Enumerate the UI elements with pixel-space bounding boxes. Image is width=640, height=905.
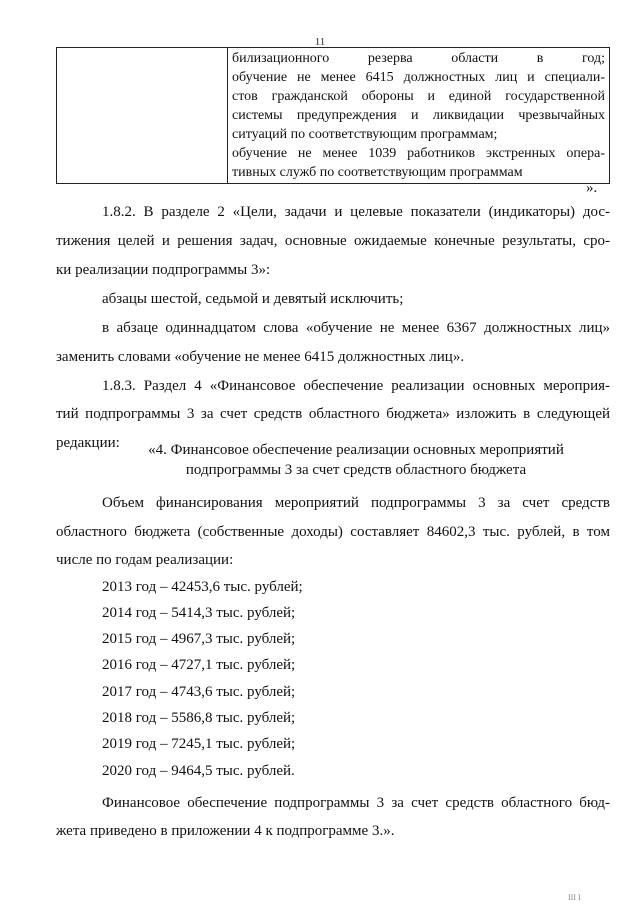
paragraph-1-8-3-line: 1.8.3. Раздел 4 «Финансовое обеспечение реализации основных мероприя-: [102, 378, 610, 394]
table-text-line: ситуаций по соответствующим программам;: [232, 127, 498, 142]
financing-paragraph-line: Объем финансирования мероприятий подпрограммы 3 за счет средств: [102, 495, 610, 511]
section-4-heading-line: подпрограммы 3 за счет средств областного бюджета: [185, 462, 527, 478]
year-amount-line: 2014 год – 5414,3 тыс. рублей;: [102, 605, 296, 621]
paragraph-1-8-2-line: ки реализации подпрограммы 3»:: [56, 262, 271, 278]
paragraph-delete-abzacy: абзацы шестой, седьмой и девятый исключить;: [102, 291, 404, 307]
financing-paragraph-line: числе по годам реализации:: [56, 552, 234, 568]
table-text-line: билизационного резерва области в год;: [232, 51, 605, 66]
appendix-reference-line: жета приведено в приложении 4 к подпрограмме 3.».: [56, 823, 395, 839]
paragraph-replace-line: заменить словами «обучение не менее 6415 должностных лиц».: [56, 349, 465, 365]
year-amount-line: 2013 год – 42453,6 тыс. рублей;: [102, 579, 303, 595]
year-amount-line: 2019 год – 7245,1 тыс. рублей;: [102, 736, 296, 752]
section-4-heading-line: «4. Финансовое обеспечение реализации основных мероприятий: [148, 442, 564, 458]
table-text-line: тивных служб по соответствующим программам: [232, 165, 523, 180]
table-text-line: обучение не менее 6415 должностных лиц и специали-: [232, 70, 605, 85]
closing-quote: ».: [586, 180, 598, 196]
paragraph-1-8-2-line: тижения целей и решения задач, основные ожидаемые конечные результаты, сро-: [56, 233, 610, 249]
table-text-line: системы предупреждения и ликвидации чрезвычайных: [232, 108, 605, 123]
page-number: 11: [314, 36, 326, 48]
table-left-cell: [57, 48, 228, 184]
continuation-table: [56, 47, 610, 184]
year-amount-line: 2018 год – 5586,8 тыс. рублей;: [102, 710, 296, 726]
year-amount-line: 2020 год – 9464,5 тыс. рублей.: [102, 763, 295, 779]
year-amount-line: 2016 год – 4727,1 тыс. рублей;: [102, 657, 296, 673]
paragraph-1-8-3-line: редакции:: [56, 435, 120, 451]
paragraph-replace-line: в абзаце одиннадцатом слова «обучение не менее 6367 должностных лиц»: [102, 320, 610, 336]
year-amount-line: 2017 год – 4743,6 тыс. рублей;: [102, 684, 296, 700]
table-right-cell: [228, 48, 610, 184]
paragraph-1-8-3-line: тий подпрограммы 3 за счет средств областного бюджета» изложить в следующей: [56, 406, 610, 422]
year-amount-line: 2015 год – 4967,3 тыс. рублей;: [102, 631, 296, 647]
table-text-line: обучение не менее 1039 работников экстренных опера-: [232, 146, 605, 161]
paragraph-1-8-2-line: 1.8.2. В разделе 2 «Цели, задачи и целевые показатели (индикаторы) дос-: [102, 204, 610, 220]
footer-mark: III I: [568, 893, 581, 902]
financing-paragraph-line: областного бюджета (собственные доходы) составляет 84602,3 тыс. рублей, в том: [56, 524, 610, 540]
appendix-reference-line: Финансовое обеспечение подпрограммы 3 за счет средств областного бюд-: [102, 795, 610, 811]
table-text-line: стов гражданской обороны и единой государственной: [232, 89, 605, 104]
